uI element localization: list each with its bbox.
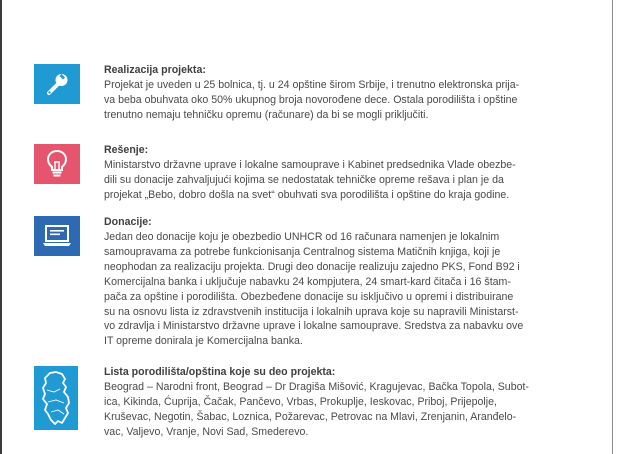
text-line: vac, Valjevo, Vranje, Novi Sad, Smederevo. — [104, 425, 309, 438]
wrench-icon — [34, 64, 80, 104]
section-donacije — [34, 216, 554, 348]
section-lista-porodilista — [34, 366, 554, 446]
text-line: pača za opštine i porodilišta. Obezbeđene donacije su isključivo u opremi i distribuirane — [104, 290, 514, 303]
section-heading: Lista porodilišta/opština koje su deo projekta: — [104, 366, 336, 378]
text-line: Ministarstvo državne uprave i lokalne samouprave i Kabinet predsednika Vlade obezbe- — [104, 159, 516, 171]
text-line: su na osnovu lista iz zdravstvenih institucija i lokalnih uprava koje su napravili Ministarst- — [104, 305, 519, 318]
section-text — [104, 366, 580, 440]
text-line: Projekat je uveden u 25 bolnica, tj. u 24 opštine širom Srbije, i trenutno elektronska prija- — [104, 79, 520, 91]
text-line: IT opreme donirala je Komercijalna banka. — [104, 335, 303, 348]
section-text — [104, 216, 580, 349]
text-line: Jedan deo donacije koju je obezbedio UNHCR od 16 računara namenjen je lokalnim — [104, 231, 500, 243]
text-line: Kruševac, Negotin, Šabac, Loznica, Požarevac, Petrovac na Mlavi, Zrenjanin, Aranđelo- — [104, 410, 517, 423]
section-realizacija — [34, 64, 554, 121]
laptop-icon — [34, 216, 80, 256]
serbia-map-icon — [34, 366, 78, 430]
page-border-left — [0, 0, 2, 454]
text-line: Komercijalna banka i uključuje nabavku 24 kompjutera, 24 smart-kard čitača i 16 štam- — [104, 275, 511, 288]
text-line: projekat „Bebo, dobro došla na svet“ obuhvati sva porodilišta i opštine do kraja godine. — [104, 188, 510, 201]
section-heading: Rešenje: — [104, 144, 149, 156]
section-text — [104, 64, 580, 123]
page-border-right — [612, 0, 613, 454]
text-line: trenutno nemaju tehničku opremu (računare) da bi se mogli priključiti. — [104, 108, 429, 121]
text-line: samoupravama za potrebe funkcionisanja Centralnog sistema Matičnih knjiga, koji je — [104, 245, 501, 258]
section-resenje — [34, 144, 554, 201]
text-line: Beograd – Narodni front, Beograd – Dr Dragiša Mišović, Kragujevac, Bačka Topola, Subot- — [104, 381, 529, 393]
section-heading: Realizacija projekta: — [104, 64, 206, 76]
text-line: ica, Kikinda, Ćuprija, Čačak, Pančevo, Vrbas, Prokuplje, Ieskovac, Priboj, Prijepolje, — [104, 395, 497, 408]
section-text — [104, 144, 580, 203]
text-line: dili su donacije zahvaljujući kojima se nedostatak tehničke opreme rešava i plan je da — [104, 173, 504, 186]
lightbulb-icon — [34, 144, 80, 184]
section-heading: Donacije: — [104, 216, 152, 228]
text-line: va beba obuhvata oko 50% ukupnog broja novorođene dece. Ostala porodilišta i opštine — [104, 93, 518, 106]
text-line: neophodan za realizaciju projekta. Drugi deo donacije realizuju zajedno PKS, Fond B92 i — [104, 260, 520, 273]
text-line: vo zdravlja i Ministarstvo državne uprave i lokalne samouprave. Sredstva za nabavku ove — [104, 320, 524, 333]
